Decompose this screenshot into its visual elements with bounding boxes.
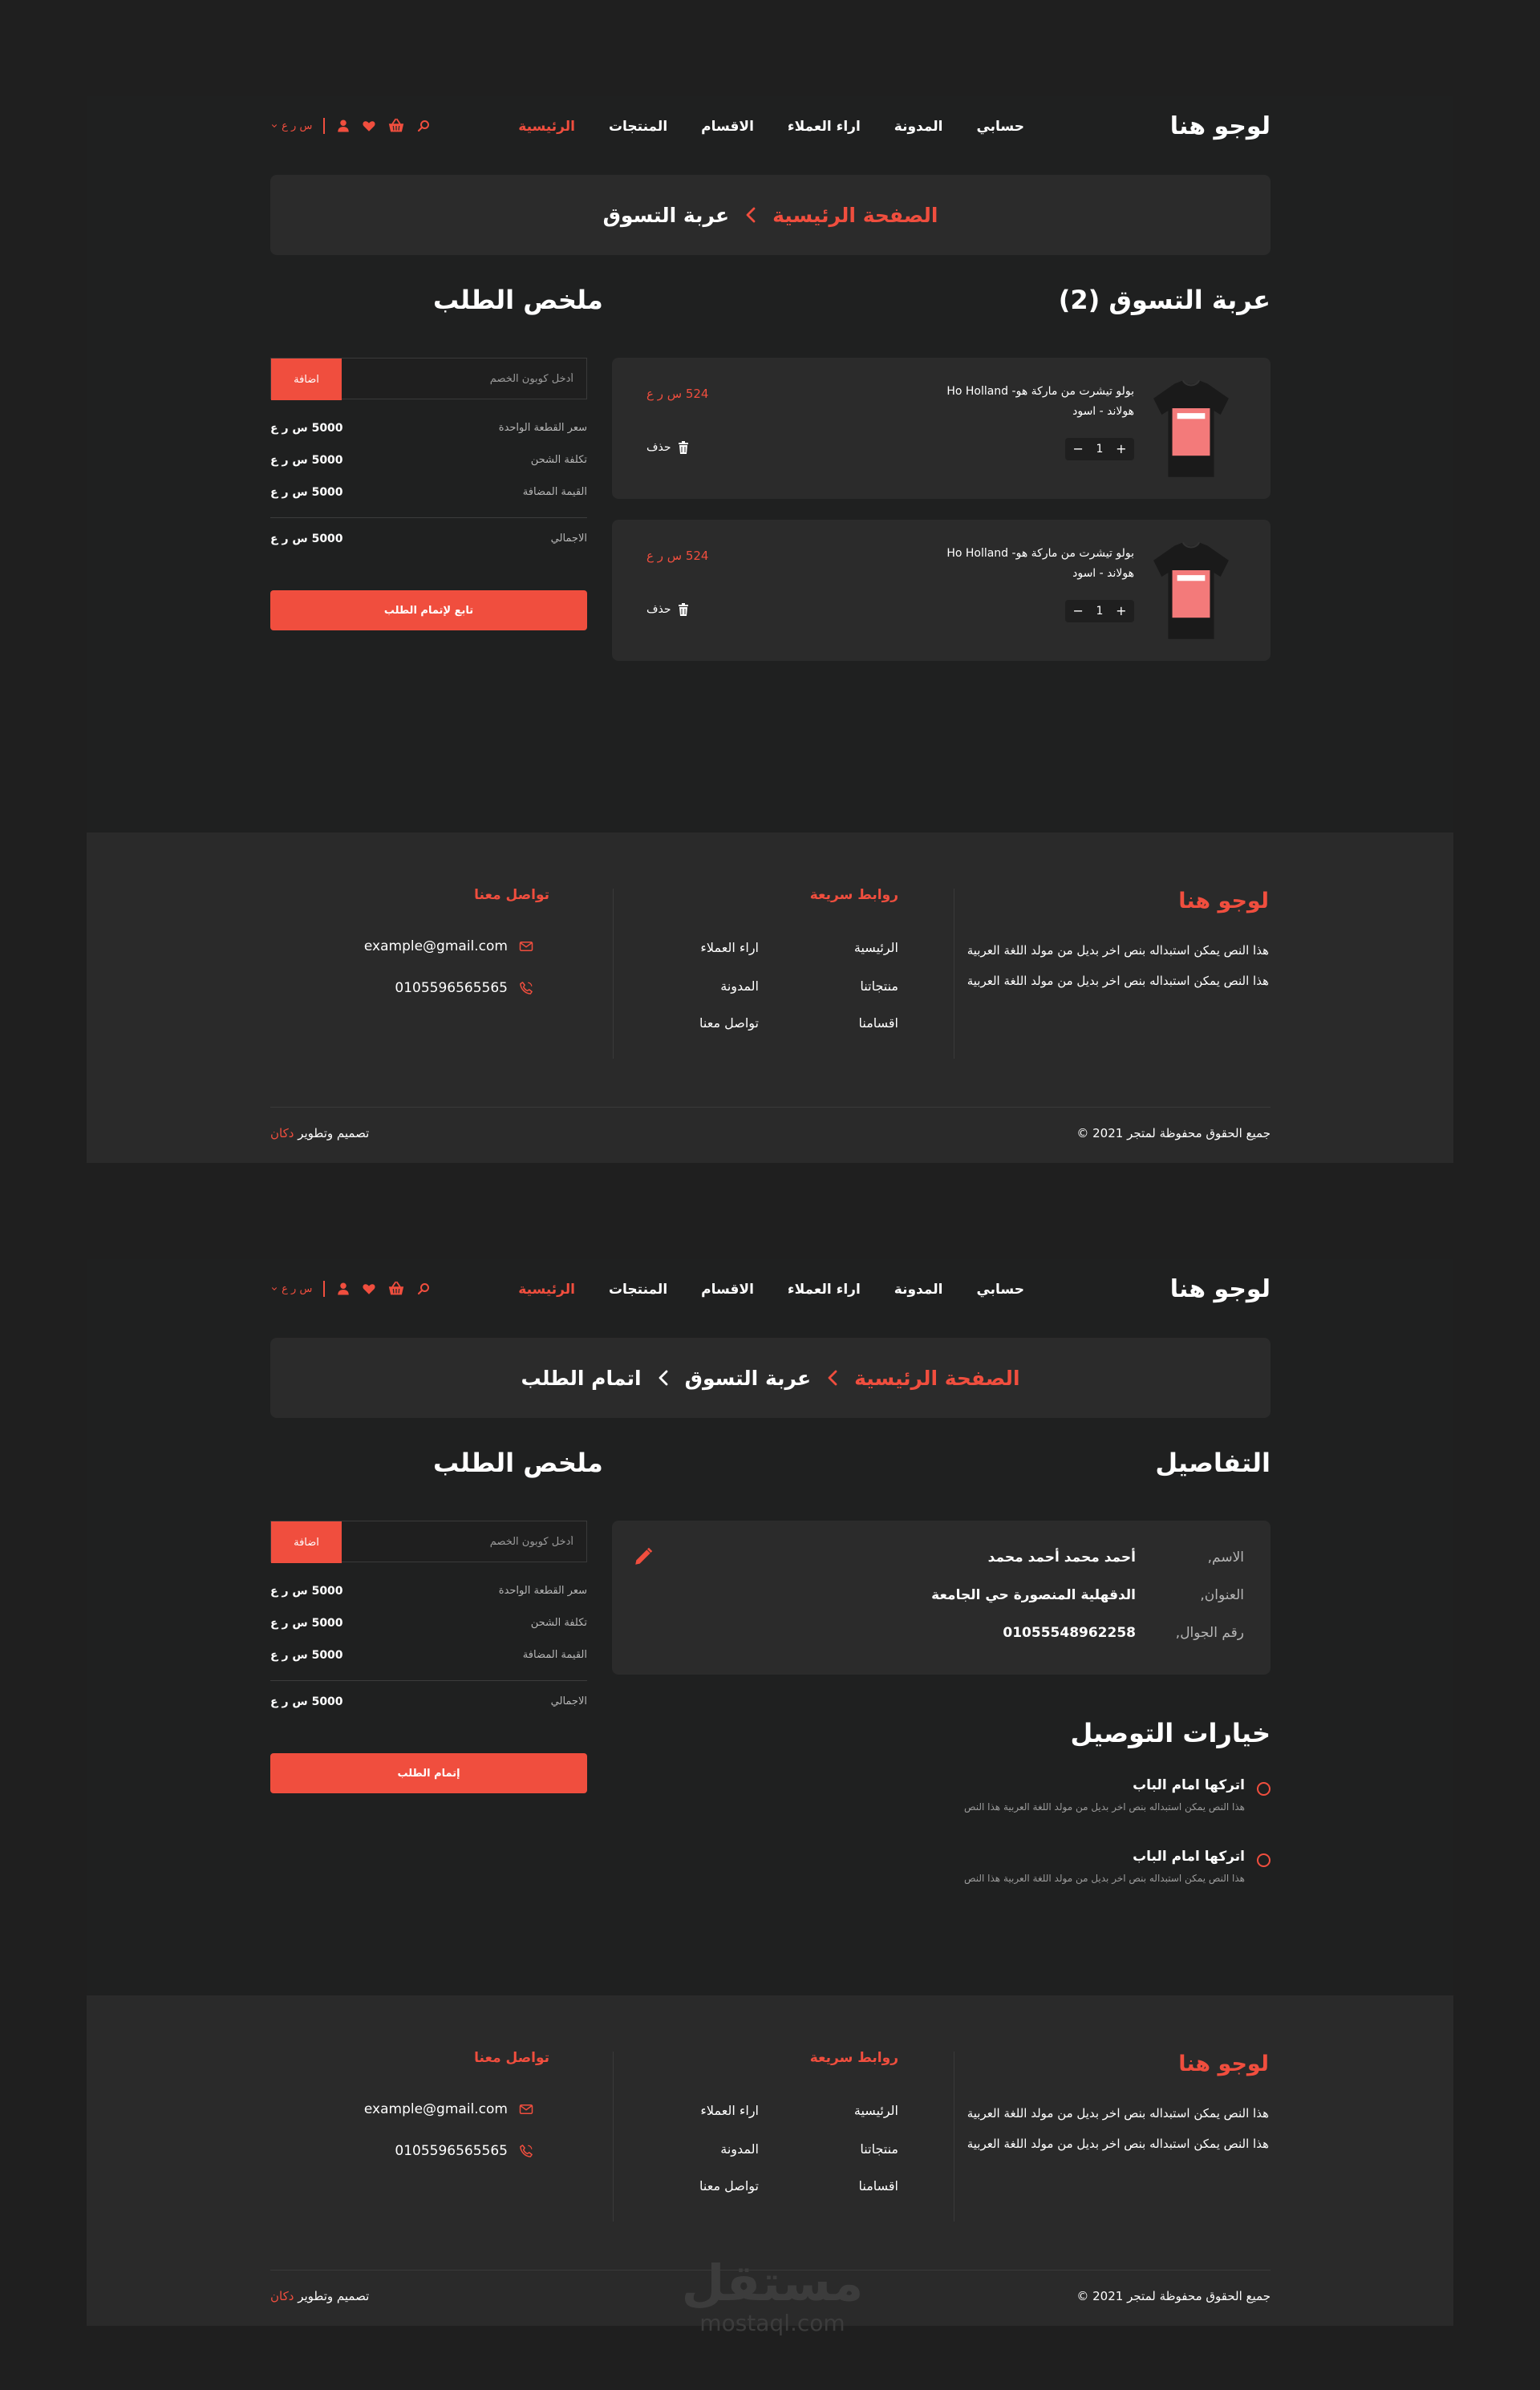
order-summary — [270, 1521, 587, 1793]
header-tools — [270, 1280, 431, 1298]
footer-link[interactable]: الرئيسية — [853, 940, 898, 955]
breadcrumb-cart[interactable]: عربة التسوق — [684, 1366, 812, 1390]
design-by-label: تصميم وتطوير — [298, 1126, 370, 1140]
footer-link[interactable]: منتجاتنا — [860, 978, 898, 994]
search-icon[interactable] — [416, 1282, 431, 1296]
contact-title: تواصل معنا — [474, 887, 549, 903]
coupon-box — [270, 358, 587, 399]
summary-row — [270, 1585, 587, 1602]
cart-item — [612, 358, 1270, 499]
summary-value: 5000 س ر ع — [270, 486, 343, 499]
cart-title: عربة التسوق (2) — [1058, 285, 1270, 315]
coupon-input[interactable] — [341, 358, 586, 399]
summary-value: 5000 س ر ع — [270, 454, 343, 467]
nav-products[interactable]: المنتجات — [608, 119, 668, 135]
delivery-option-desc: هذا النص يمكن استبداله بنص اخر بديل من مولد اللغة العربية هذا النص — [964, 1801, 1245, 1813]
summary-row — [270, 1617, 587, 1635]
delivery-title: خيارات التوصيل — [1070, 1718, 1270, 1748]
detail-row — [612, 1549, 1270, 1574]
detail-value: 01055548962258 — [1003, 1625, 1136, 1641]
nav-home[interactable]: الرئيسية — [518, 119, 575, 135]
add-coupon-button[interactable]: اضافة — [271, 1521, 342, 1563]
checkout-breadcrumb — [270, 1338, 1270, 1418]
breadcrumb-checkout: اتمام الطلب — [521, 1366, 642, 1390]
heart-icon[interactable] — [362, 1282, 376, 1296]
coupon-input[interactable] — [341, 1521, 586, 1562]
design-brand-link[interactable]: دكان — [270, 1126, 294, 1140]
phone-icon — [519, 2144, 533, 2158]
chevron-down-icon — [270, 122, 278, 130]
delivery-option — [894, 1849, 1270, 1897]
header-logo[interactable]: لوجو هنا — [1169, 1275, 1270, 1303]
nav-reviews[interactable]: اراء العملاء — [787, 119, 861, 135]
delete-label: حذف — [646, 603, 671, 616]
nav-categories[interactable]: الاقسام — [701, 1282, 754, 1298]
footer-link[interactable]: اقسامنا — [858, 1015, 898, 1031]
summary-label: تكلفة الشحن — [530, 1617, 587, 1629]
footer-link[interactable]: الرئيسية — [853, 2103, 898, 2118]
product-name[interactable]: بولو تيشرت من ماركة هو- Ho Holland هولاند - اسود — [946, 547, 1134, 580]
footer-about: هذا النص يمكن استبداله بنص اخر بديل من مولد اللغة العربية هذا النص يمكن استبداله بنص اخر بديل من مولد اللغة العربية — [967, 2106, 1269, 2151]
delivery-radio[interactable] — [1257, 1782, 1270, 1796]
summary-total-row — [270, 1695, 587, 1713]
summary-value: 5000 س ر ع — [270, 1585, 343, 1598]
tshirt-product-image[interactable] — [1150, 539, 1232, 642]
increase-button[interactable]: + — [1116, 441, 1127, 456]
checkout-header — [270, 1267, 1270, 1315]
detail-label: الاسم, — [1207, 1549, 1244, 1566]
currency-selector[interactable] — [270, 1283, 312, 1295]
nav-home[interactable]: الرئيسية — [518, 1282, 575, 1298]
footer-phone[interactable] — [395, 980, 533, 996]
footer-link[interactable]: اراء العملاء — [700, 940, 759, 955]
summary-value: 5000 س ر ع — [270, 1617, 343, 1630]
email-text: example@gmail.com — [363, 2101, 508, 2117]
footer-email[interactable] — [364, 2101, 533, 2117]
design-by-label: تصميم وتطوير — [298, 2289, 370, 2303]
footer-logo[interactable]: لوجو هنا — [1178, 2052, 1269, 2076]
summary-row — [270, 486, 587, 504]
detail-label: العنوان, — [1200, 1587, 1244, 1603]
summary-row — [270, 1649, 587, 1667]
summary-title: ملخص الطلب — [433, 285, 603, 315]
coupon-box — [270, 1521, 587, 1562]
currency-label: س ر ع — [282, 120, 313, 132]
phone-icon — [519, 981, 533, 995]
chevron-left-icon — [658, 1369, 669, 1387]
delivery-radio[interactable] — [1257, 1853, 1270, 1867]
tshirt-product-image[interactable] — [1150, 377, 1232, 480]
nav-reviews[interactable]: اراء العملاء — [787, 1282, 861, 1298]
mail-icon — [519, 939, 533, 954]
user-icon[interactable] — [336, 1282, 351, 1296]
quantity-stepper — [1065, 438, 1134, 460]
nav-account[interactable]: حسابي — [976, 1282, 1024, 1298]
design-credit — [270, 2289, 369, 2303]
delete-button[interactable] — [646, 603, 689, 616]
design-credit — [270, 1126, 369, 1140]
footer-email[interactable] — [364, 938, 533, 954]
user-icon[interactable] — [336, 119, 351, 133]
product-price: 524 س ر ع — [646, 387, 709, 401]
trash-icon — [678, 441, 689, 454]
nav-categories[interactable]: الاقسام — [701, 119, 754, 135]
footer-link[interactable]: اراء العملاء — [700, 2103, 759, 2118]
detail-row — [612, 1587, 1270, 1611]
nav-products[interactable]: المنتجات — [608, 1282, 668, 1298]
basket-icon[interactable] — [387, 1280, 405, 1298]
breadcrumb-home[interactable]: الصفحة الرئيسية — [772, 203, 938, 227]
quick-links-title: روابط سريعة — [809, 2050, 898, 2066]
summary-divider — [270, 1680, 587, 1681]
delete-button[interactable] — [646, 441, 689, 454]
total-value: 5000 س ر ع — [270, 1695, 343, 1708]
nav-blog[interactable]: المدونة — [894, 119, 943, 135]
basket-icon[interactable] — [387, 117, 405, 135]
quantity-value: 1 — [1096, 443, 1104, 456]
tools-divider — [323, 1281, 325, 1297]
continue-checkout-button[interactable]: تابع لإتمام الطلب — [270, 590, 587, 630]
detail-value: أحمد محمد أحمد محمد — [987, 1549, 1136, 1566]
header-logo[interactable]: لوجو هنا — [1169, 112, 1270, 140]
nav-blog[interactable]: المدونة — [894, 1282, 943, 1298]
cart-footer — [87, 832, 1453, 1163]
summary-label: سعر القطعة الواحدة — [498, 1585, 587, 1597]
breadcrumb-cart: عربة التسوق — [602, 203, 730, 227]
nav-account[interactable]: حسابي — [976, 119, 1024, 135]
footer-divider — [613, 2052, 614, 2222]
summary-label: سعر القطعة الواحدة — [498, 422, 587, 434]
chevron-down-icon — [270, 1285, 278, 1293]
detail-row — [612, 1625, 1270, 1649]
decrease-button[interactable]: − — [1072, 603, 1084, 618]
total-value: 5000 س ر ع — [270, 533, 343, 545]
footer-divider — [613, 889, 614, 1059]
summary-title: ملخص الطلب — [433, 1448, 603, 1478]
details-title: التفاصيل — [1155, 1448, 1270, 1478]
detail-label: رقم الجوال, — [1175, 1625, 1244, 1641]
product-name[interactable]: بولو تيشرت من ماركة هو- Ho Holland هولاند - اسود — [946, 385, 1134, 418]
phone-text: 0105596565565 — [395, 980, 508, 996]
summary-label: القيمة المضافة — [522, 1649, 587, 1661]
summary-label: تكلفة الشحن — [530, 454, 587, 466]
detail-value: الدقهلية المنصورة حي الجامعة — [931, 1587, 1136, 1603]
cart-breadcrumb — [270, 175, 1270, 255]
contact-title: تواصل معنا — [474, 2050, 549, 2066]
total-label: الاجمالي — [550, 533, 587, 545]
email-text: example@gmail.com — [363, 938, 508, 954]
add-coupon-button[interactable]: اضافة — [271, 358, 342, 400]
copyright-text: جميع الحقوق محفوظة لمتجر 2021 © — [1076, 2289, 1270, 2303]
footer-link[interactable]: منتجاتنا — [860, 2141, 898, 2157]
summary-label: القيمة المضافة — [522, 486, 587, 498]
delivery-option-desc: هذا النص يمكن استبداله بنص اخر بديل من مولد اللغة العربية هذا النص — [964, 1873, 1245, 1884]
chevron-left-icon — [827, 1369, 838, 1387]
quantity-value: 1 — [1096, 605, 1104, 618]
summary-row — [270, 454, 587, 472]
header-tools — [270, 117, 431, 135]
design-brand-link[interactable]: دكان — [270, 2289, 294, 2303]
trash-icon — [678, 603, 689, 616]
heart-icon[interactable] — [362, 119, 376, 133]
footer-bottom-divider — [270, 1107, 1270, 1108]
breadcrumb-home[interactable]: الصفحة الرئيسية — [854, 1366, 1020, 1390]
tools-divider — [323, 118, 325, 134]
currency-selector[interactable] — [270, 120, 312, 132]
customer-details-card — [612, 1521, 1270, 1675]
total-label: الاجمالي — [550, 1695, 587, 1707]
delete-label: حذف — [646, 441, 671, 454]
quantity-stepper — [1065, 600, 1134, 622]
footer-link[interactable]: تواصل معنا — [699, 1015, 759, 1031]
product-price: 524 س ر ع — [646, 549, 709, 563]
summary-total-row — [270, 533, 587, 550]
quick-links-title: روابط سريعة — [809, 887, 898, 903]
search-icon[interactable] — [416, 119, 431, 133]
increase-button[interactable]: + — [1116, 603, 1127, 618]
summary-value: 5000 س ر ع — [270, 1649, 343, 1662]
main-nav — [518, 119, 1024, 135]
delivery-option-title[interactable]: اتركها امام الباب — [1133, 1777, 1245, 1793]
mail-icon — [519, 2102, 533, 2117]
footer-link[interactable]: المدونة — [720, 978, 759, 994]
footer-link[interactable]: تواصل معنا — [699, 2178, 759, 2194]
summary-value: 5000 س ر ع — [270, 422, 343, 435]
delivery-option — [894, 1777, 1270, 1825]
delivery-option-title[interactable]: اتركها امام الباب — [1133, 1849, 1245, 1865]
footer-logo[interactable]: لوجو هنا — [1178, 889, 1269, 913]
footer-phone[interactable] — [395, 2143, 533, 2159]
main-nav — [518, 1282, 1024, 1298]
mostaql-watermark — [672, 2255, 873, 2343]
watermark-latin: mostaql.com — [699, 2310, 845, 2336]
complete-order-button[interactable]: إتمام الطلب — [270, 1753, 587, 1793]
order-summary — [270, 358, 587, 630]
cart-item — [612, 520, 1270, 661]
chevron-left-icon — [745, 206, 756, 224]
footer-link[interactable]: اقسامنا — [858, 2178, 898, 2194]
copyright-text: جميع الحقوق محفوظة لمتجر 2021 © — [1076, 1126, 1270, 1140]
watermark-arabic: مستقل — [681, 2254, 864, 2312]
decrease-button[interactable]: − — [1072, 441, 1084, 456]
summary-row — [270, 422, 587, 440]
currency-label: س ر ع — [282, 1282, 313, 1295]
footer-link[interactable]: المدونة — [720, 2141, 759, 2157]
cart-header — [270, 104, 1270, 152]
summary-divider — [270, 517, 587, 518]
phone-text: 0105596565565 — [395, 2143, 508, 2159]
footer-about: هذا النص يمكن استبداله بنص اخر بديل من مولد اللغة العربية هذا النص يمكن استبداله بنص اخر بديل من مولد اللغة العربية — [967, 943, 1269, 988]
